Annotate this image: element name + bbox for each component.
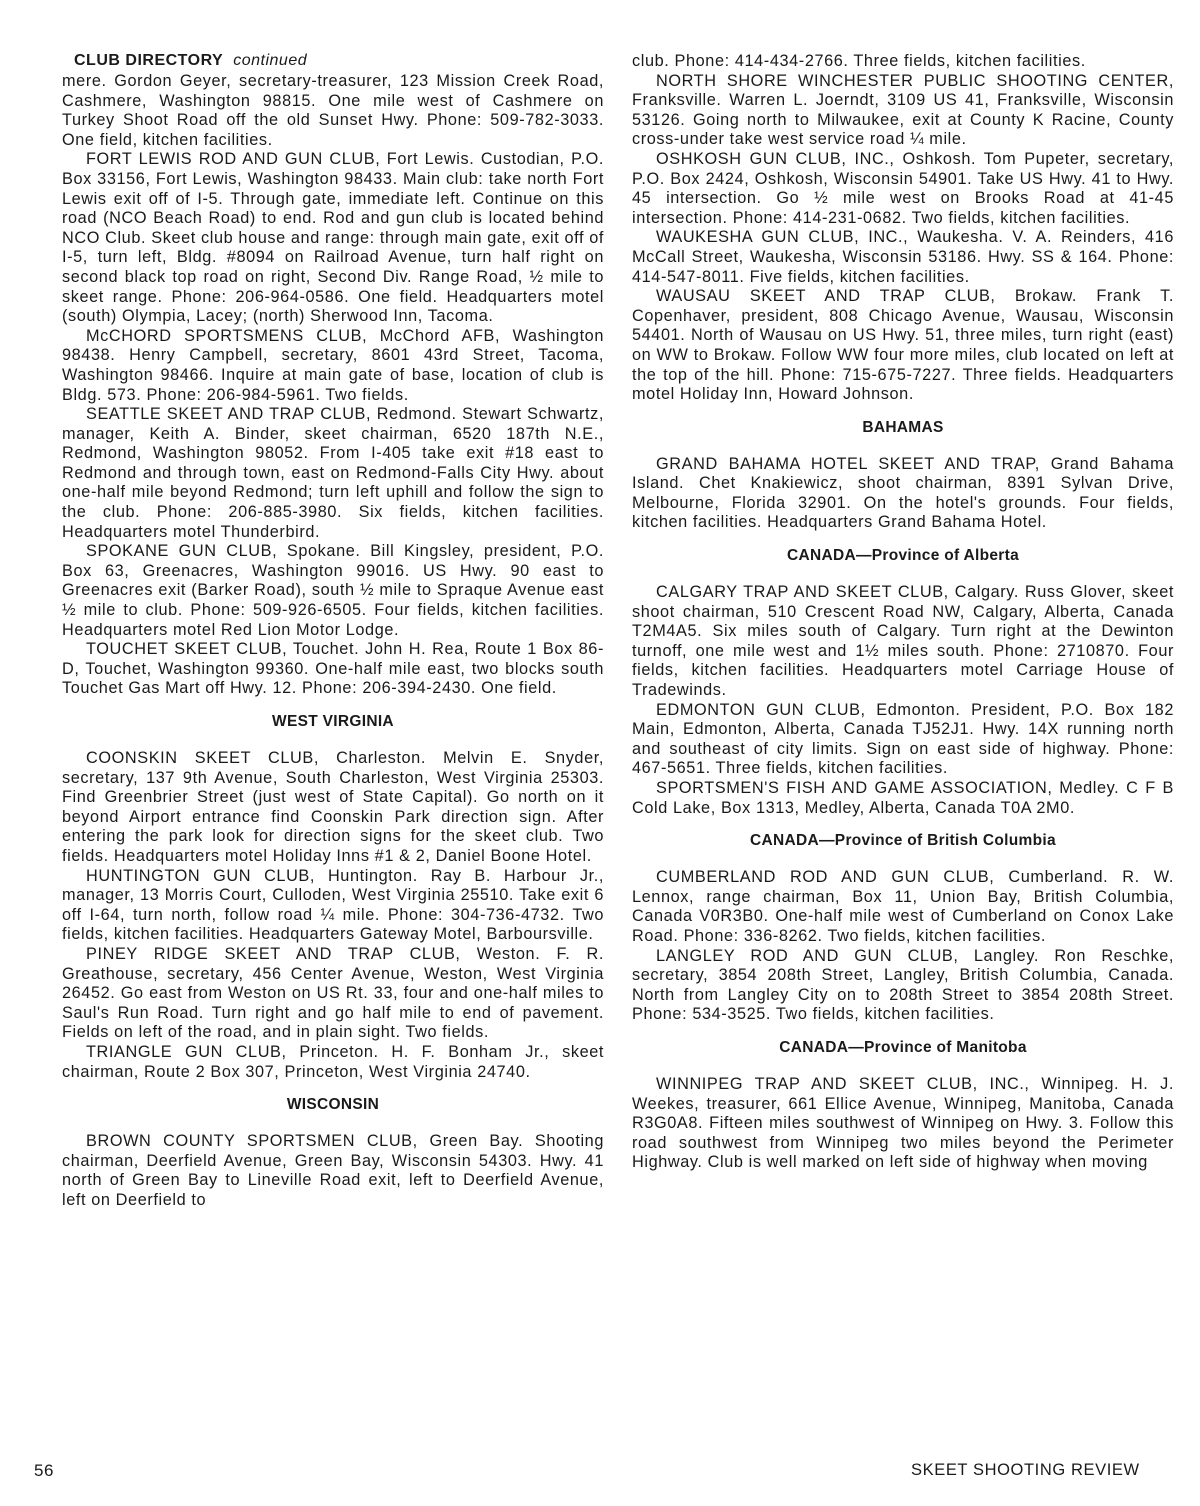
running-header <box>74 52 604 70</box>
club-entry: NORTH SHORE WINCHESTER PUBLIC SHOOTING CENTER, Franksville. Warren L. Joerndt, 3109 US 41, Franksville, Wisconsin 53126. Going north to Milwaukee, exit at County K Racine, County cross-under take west service road ¼ mile. <box>632 71 1174 149</box>
club-entry: EDMONTON GUN CLUB, Edmonton. President, P.O. Box 182 Main, Edmonton, Alberta, Canada TJ52J1. Hwy. 14X running north and southeast of city limits. Sign on east side of highway. Phone: 467-5651. Three fields, kitchen facilities. <box>632 700 1174 778</box>
magazine-name: SKEET SHOOTING REVIEW <box>911 1461 1140 1479</box>
club-entry: TRIANGLE GUN CLUB, Princeton. H. F. Bonham Jr., skeet chairman, Route 2 Box 307, Princeton, West Virginia 24740. <box>62 1042 604 1081</box>
club-entry: mere. Gordon Geyer, secretary-treasurer, 123 Mission Creek Road, Cashmere, Washington 98815. One mile west of Cashmere on Turkey Shoot Road off the old Sunset Hwy. Phone: 509-782-3033. One field, kitchen facilities. <box>62 72 604 149</box>
club-entry: WAUKESHA GUN CLUB, INC., Waukesha. V. A. Reinders, 416 McCall Street, Waukesha, Wisconsin 53186. Hwy. SS & 164. Phone: 414-547-8011. Five fields, kitchen facilities. <box>632 228 1174 286</box>
club-entry: OSHKOSH GUN CLUB, INC., Oshkosh. Tom Pupeter, secretary, P.O. Box 2424, Oshkosh, Wisconsin 54901. Take US Hwy. 41 to Hwy. 45 intersection. Go ½ mile west on Brooks Road at 41-45 intersection. Phone: 414-231-0682. Two fields, kitchen facilities. <box>632 149 1174 227</box>
club-entry: COONSKIN SKEET CLUB, Charleston. Melvin E. Snyder, secretary, 137 9th Avenue, South Charleston, West Virginia 25303. Find Greenbrier Street (just west of State Capital). Go north on it beyond Airport entrance find Coonskin Park direction sign. After entering the park look for direction signs for the skeet club. Two fields. Headquarters motel Holiday Inns #1 & 2, Daniel Boone Hotel. <box>62 749 604 865</box>
right-column <box>632 52 1174 1173</box>
club-entry: SPOKANE GUN CLUB, Spokane. Bill Kingsley, president, P.O. Box 63, Greenacres, Washington 99016. US Hwy. 90 east to Greenacres exit (Barker Road), south ½ mile to Spraque Avenue east ½ mile to club. Phone: 509-926-6505. Four fields, kitchen facilities. Headquarters motel Red Lion Motor Lodge. <box>62 542 604 639</box>
club-entry: TOUCHET SKEET CLUB, Touchet. John H. Rea, Route 1 Box 86-D, Touchet, Washington 99360. One-half mile east, two blocks south Touchet Gas Mart off Hwy. 12. Phone: 206-394-2430. One field. <box>62 640 604 698</box>
header-continued: continued <box>233 52 308 69</box>
section-heading-british-columbia: CANADA—Province of British Columbia <box>750 832 1056 850</box>
page-number: 56 <box>34 1461 54 1480</box>
section-heading-bahamas: BAHAMAS <box>862 418 944 436</box>
section-heading-manitoba: CANADA—Province of Manitoba <box>779 1038 1027 1056</box>
section-heading-west-virginia: WEST VIRGINIA <box>272 713 394 730</box>
club-entry: FORT LEWIS ROD AND GUN CLUB, Fort Lewis. Custodian, P.O. Box 33156, Fort Lewis, Washington 98433. Main club: take north Fort Lewis exit off of I-5. Through gate, immediate left. Continue on this road (NCO Beach Road) to end. Rod and gun club is located behind NCO Club. Skeet club house and range: through main gate, exit off of I-5, turn left, Bldg. #8094 on Railroad Avenue, turn half right on second black top road on right, Second Div. Range Road, ½ mile to skeet range. Phone: 206-964-0586. One field. Headquarters motel (south) Olympia, Lacey; (north) Sherwood Inn, Tacoma. <box>62 150 604 326</box>
club-entry: WINNIPEG TRAP AND SKEET CLUB, INC., Winnipeg. H. J. Weekes, treasurer, 661 Ellice Avenue, Winnipeg, Manitoba, Canada R3G0A8. Fifteen miles southwest of Winnipeg on Hwy. 3. Follow this road southwest from Winnipeg two miles beyond the Perimeter Highway. Club is well marked on left side of highway when moving <box>632 1074 1174 1172</box>
section-heading-alberta: CANADA—Province of Alberta <box>786 547 1019 565</box>
club-entry: CUMBERLAND ROD AND GUN CLUB, Cumberland. R. W. Lennox, range chairman, Box 11, Union Bay, British Columbia, Canada V0R3B0. One-half mile west of Cumberland on Conox Lake Road. Phone: 336-8262. Two fields, kitchen facilities. <box>632 868 1174 945</box>
club-entry: McCHORD SPORTSMENS CLUB, McChord AFB, Washington 98438. Henry Campbell, secretary, 8601 43rd Street, Tacoma, Washington 98466. Inquire at main gate of base, location of club is Bldg. 573. Phone: 206-984-5961. Two fields. <box>62 326 604 404</box>
club-entry: BROWN COUNTY SPORTSMEN CLUB, Green Bay. Shooting chairman, Deerfield Avenue, Green Bay, Wisconsin 54303. Hwy. 41 north of Green Bay to Lineville Road exit, left to Deerfield Avenue, left on Deerfield to <box>62 1132 604 1209</box>
club-entry: SPORTSMEN'S FISH AND GAME ASSOCIATION, Medley. C F B Cold Lake, Box 1313, Medley, Alberta, Canada T0A 2M0. <box>632 779 1174 817</box>
club-entry: LANGLEY ROD AND GUN CLUB, Langley. Ron Reschke, secretary, 3854 208th Street, Langley, British Columbia, Canada. North from Langley City on to 208th Street to 3854 208th Street. Phone: 534-3525. Two fields, kitchen facilities. <box>632 946 1174 1024</box>
club-entry: SEATTLE SKEET AND TRAP CLUB, Redmond. Stewart Schwartz, manager, Keith A. Binder, skeet chairman, 6520 187th N.E., Redmond, Washington 98052. From I-405 take exit #18 east to Redmond and through town, east on Redmond-Falls City Hwy. about one-half mile beyond Redmond; turn left uphill and follow the sign to the club. Phone: 206-885-3980. Six fields, kitchen facilities. Headquarters motel Thunderbird. <box>62 405 604 541</box>
club-entry: club. Phone: 414-434-2766. Three fields, kitchen facilities. <box>632 52 1086 70</box>
club-entry: PINEY RIDGE SKEET AND TRAP CLUB, Weston. F. R. Greathouse, secretary, 456 Center Avenue, Weston, West Virginia 26452. Go east from Weston on US Rt. 33, four and one-half miles to Saul's Run Road. Turn right and go half mile to end of pavement. Fields on left of the road, and in plain sight. Two fields. <box>62 944 604 1042</box>
header-title: CLUB DIRECTORY <box>74 52 224 69</box>
club-entry: CALGARY TRAP AND SKEET CLUB, Calgary. Russ Glover, skeet shoot chairman, 510 Crescent Road NW, Calgary, Alberta, Canada T2M4A5. Six miles south of Calgary. Turn right at the Dewinton turnoff, one mile west and 1½ miles south. Phone: 2710870. Four fields, kitchen facilities. Headquarters motel Carriage House of Tradewinds. <box>632 583 1174 700</box>
club-entry: HUNTINGTON GUN CLUB, Huntington. Ray B. Harbour Jr., manager, 13 Morris Court, Culloden, West Virginia 25510. Take exit 6 off I-64, turn north, follow road ¼ mile. Phone: 304-736-4732. Two fields, kitchen facilities. Headquarters Gateway Motel, Barboursville. <box>62 866 604 944</box>
club-entry: WAUSAU SKEET AND TRAP CLUB, Brokaw. Frank T. Copenhaver, president, 808 Chicago Avenue, Wausau, Wisconsin 54401. North of Wausau on US Hwy. 51, three miles, turn right (east) on WW to Brokaw. Follow WW four more miles, club located on left at the top of the hill. Phone: 715-675-7227. Three fields. Headquarters motel Holiday Inn, Howard Johnson. <box>632 287 1174 404</box>
section-heading-wisconsin: WISCONSIN <box>286 1096 380 1114</box>
club-entry: GRAND BAHAMA HOTEL SKEET AND TRAP, Grand Bahama Island. Chet Knakiewicz, shoot chairman, 8391 Sylvan Drive, Melbourne, Florida 32901. On the hotel's grounds. Four fields, kitchen facilities. Headquarters Grand Bahama Hotel. <box>632 454 1174 532</box>
left-column <box>62 52 604 1210</box>
